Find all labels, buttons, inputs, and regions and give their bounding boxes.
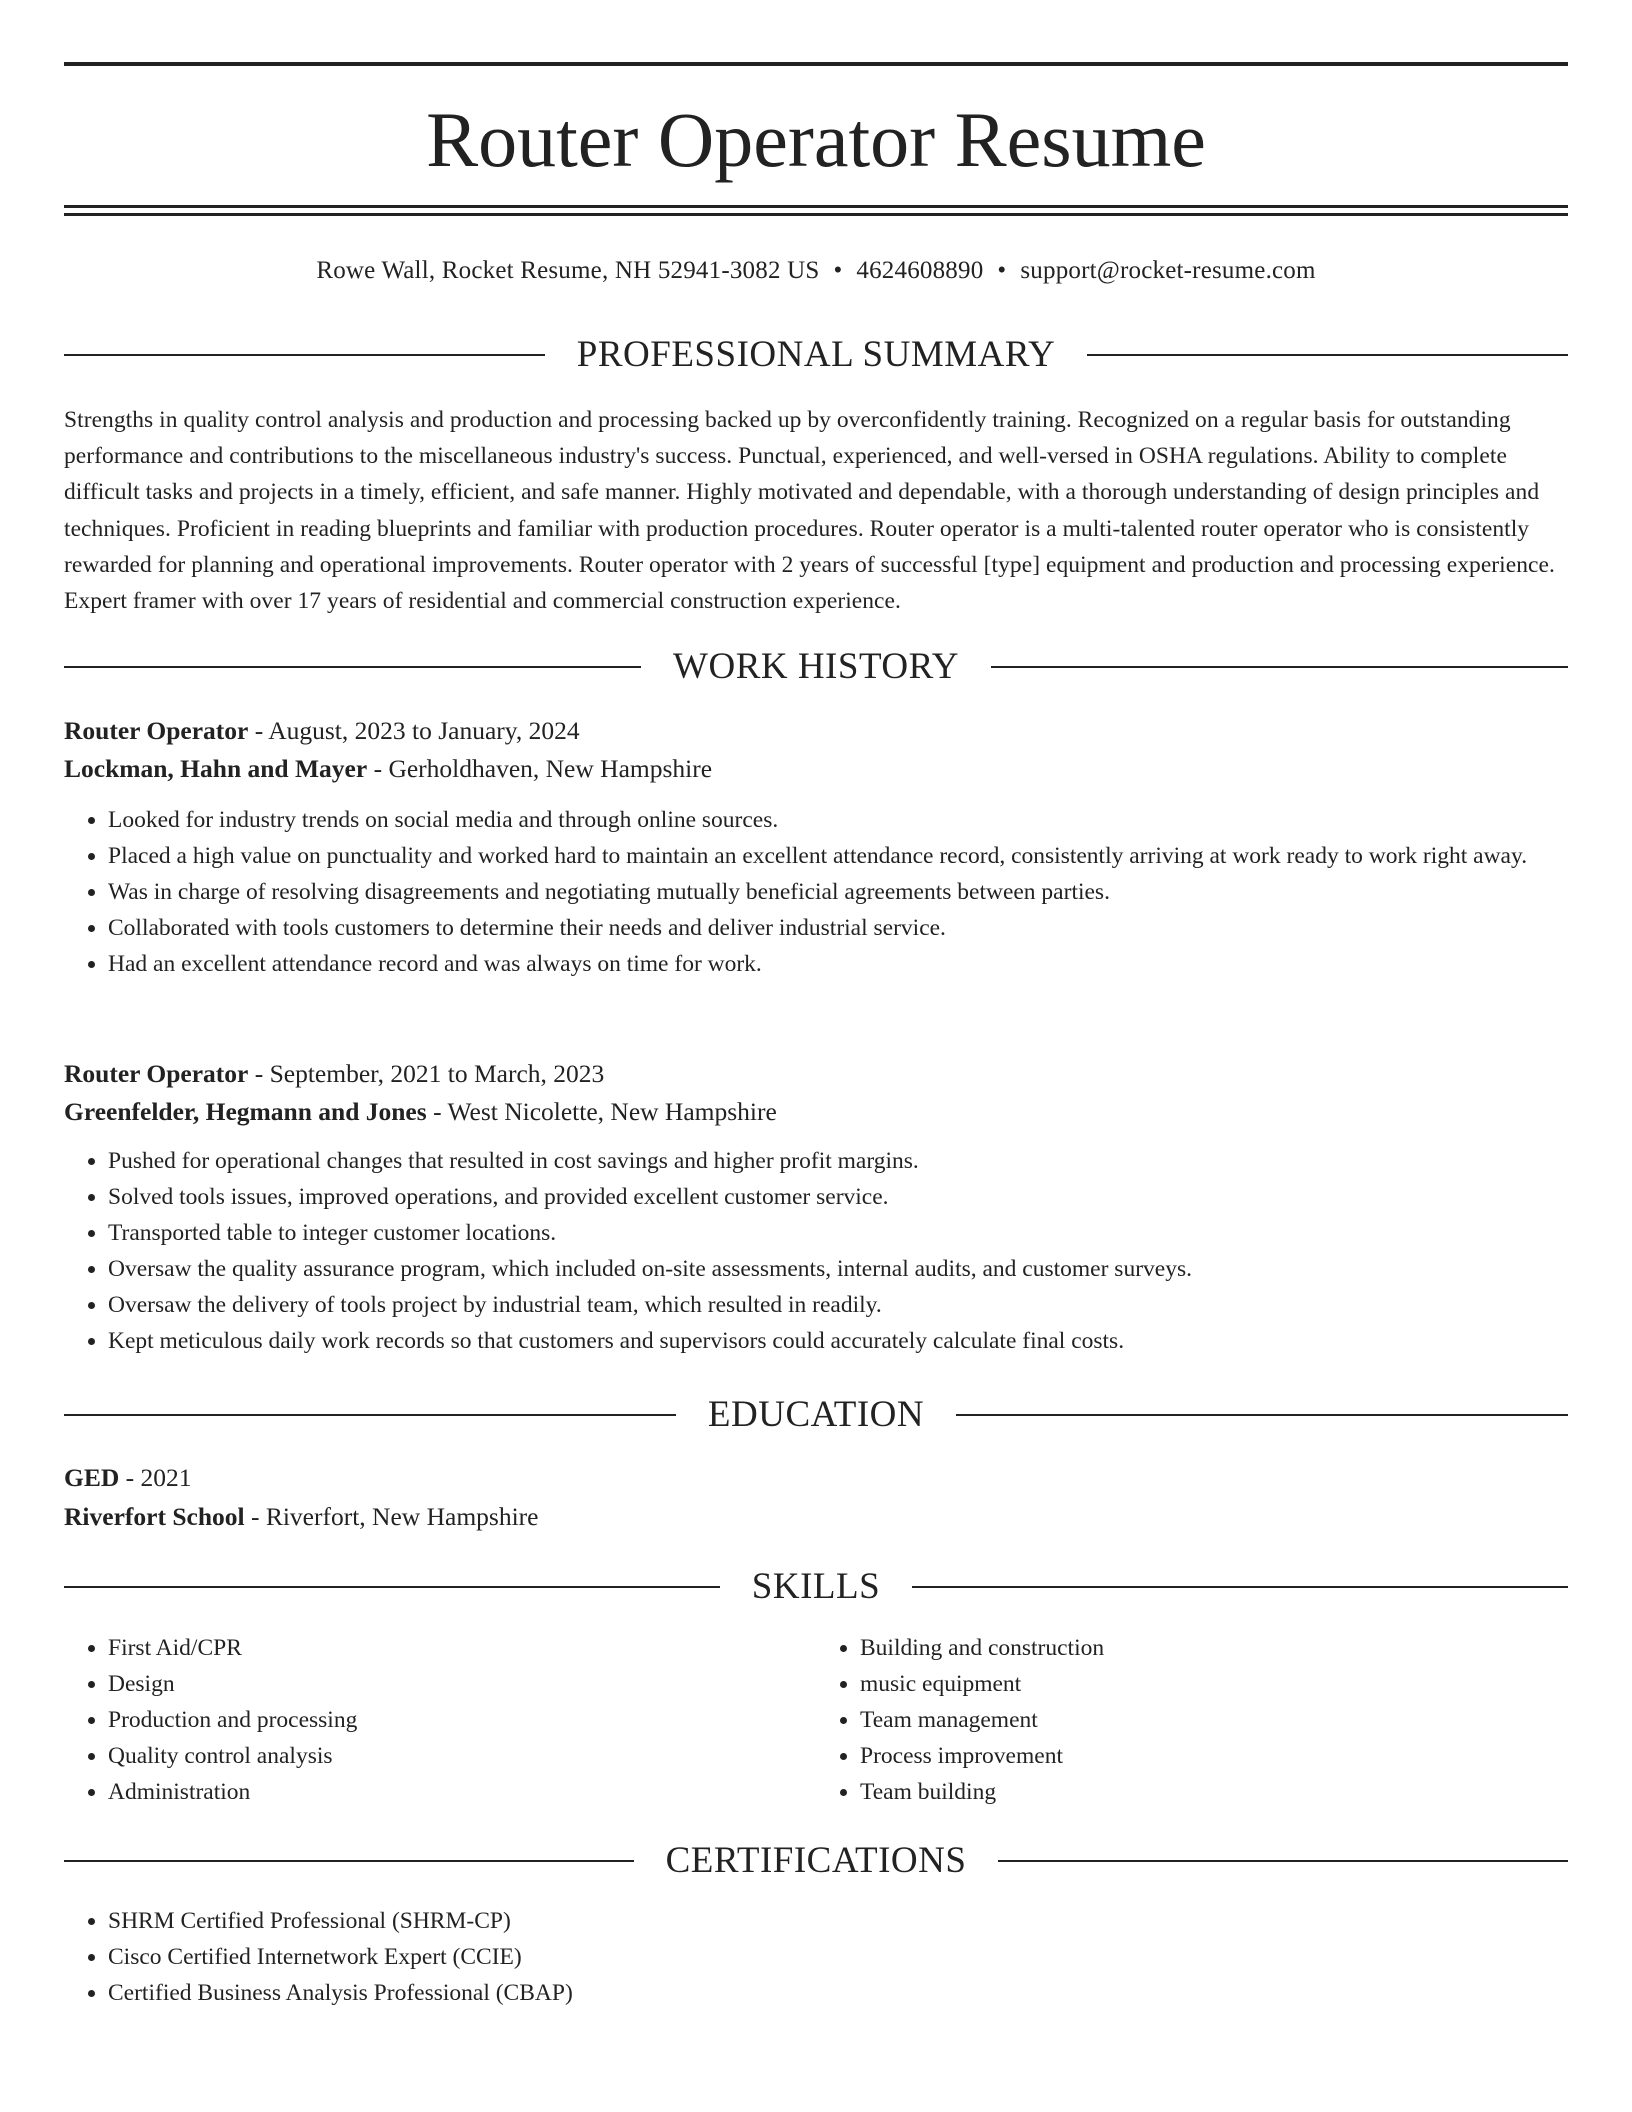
title-rule-lower [64, 213, 1568, 216]
job-company: Lockman, Hahn and Mayer [64, 754, 368, 783]
contact-email: support@rocket-resume.com [1020, 257, 1316, 284]
list-item: • Pushed for operational changes that resulted in cost savings and higher profit margins. [108, 1143, 1568, 1179]
education-degree: GED [64, 1463, 120, 1492]
list-item: • Certified Business Analysis Professional (CBAP) [108, 1975, 1568, 2011]
section-rule-right [1087, 354, 1568, 356]
section-rule-left [64, 666, 641, 668]
certifications-bullets [64, 1903, 1568, 2011]
section-header-summary [64, 333, 1568, 377]
education-school: Riverfort School [64, 1502, 245, 1531]
section-rule-left [64, 1414, 676, 1416]
contact-separator: • [833, 257, 843, 284]
education-school-line [64, 1497, 1568, 1536]
job-entry [64, 1055, 1568, 1359]
contact-line [64, 254, 1568, 288]
list-item: • First Aid/CPR [108, 1630, 816, 1666]
job-company: Greenfelder, Hegmann and Jones [64, 1097, 427, 1126]
education-year: - 2021 [119, 1463, 192, 1492]
list-item: • Had an excellent attendance record and was always on time for work. [108, 946, 1568, 982]
skills-column-left [64, 1630, 816, 1810]
skills-list [64, 1630, 1568, 1810]
job-title-line [64, 1055, 1568, 1093]
section-rule-left [64, 354, 545, 356]
education-entry [64, 1458, 1568, 1536]
summary-text: Strengths in quality control analysis and production and processing backed up by overconfidently training. Recognized on a regular basis for outstanding performance and contributions to the miscellaneous industry's success. Punctual, experienced, and well-versed in OSHA regulations. Ability to complete difficult tasks and projects in a timely, efficient, and safe manner. Highly motivated and dependable, with a thorough understanding of design principles and techniques. Proficient in reading blueprints and familiar with production procedures. Router operator is a multi-talented router operator who is consistently rewarded for planning and operational improvements. Router operator with 2 years of successful [type] equipment and production and processing experience. Expert framer with over 17 years of residential and commercial construction experience. [64, 407, 1555, 615]
job-entry [64, 712, 1568, 982]
section-rule-right [991, 666, 1568, 668]
list-item: • Solved tools issues, improved operations, and provided excellent customer service. [108, 1179, 1568, 1215]
contact-address: Rowe Wall, Rocket Resume, NH 52941-3082 US [316, 257, 820, 284]
section-rule-right [956, 1414, 1568, 1416]
skills-bullets [64, 1630, 816, 1810]
list-item: • Placed a high value on punctuality and worked hard to maintain an excellent attendance record, consistently arriving at work ready to work right away. [108, 838, 1568, 874]
job-title: Router Operator [64, 716, 249, 745]
section-rule-left [64, 1586, 720, 1588]
title-rule-upper [64, 205, 1568, 208]
page-title: Router Operator Resume [426, 96, 1206, 183]
job-company-line [64, 1093, 1568, 1131]
section-rule-right [998, 1860, 1568, 1862]
job-bullets [64, 802, 1568, 982]
job-dates: - August, 2023 to January, 2024 [248, 716, 580, 745]
section-title-summary: PROFESSIONAL SUMMARY [576, 334, 1056, 375]
section-header-certifications [64, 1839, 1568, 1883]
job-bullets [64, 1143, 1568, 1359]
list-item: • Kept meticulous daily work records so that customers and supervisors could accurately calculate final costs. [108, 1323, 1568, 1359]
list-item: • Was in charge of resolving disagreements and negotiating mutually beneficial agreements between parties. [108, 874, 1568, 910]
list-item: • Cisco Certified Internetwork Expert (CCIE) [108, 1939, 1568, 1975]
section-title-education: EDUCATION [707, 1394, 925, 1435]
job-title-line [64, 712, 1568, 750]
list-item: • Building and construction [860, 1630, 1568, 1666]
education-degree-line [64, 1458, 1568, 1497]
section-title-certifications: CERTIFICATIONS [665, 1840, 967, 1881]
list-item: • Design [108, 1666, 816, 1702]
job-location: - Gerholdhaven, New Hampshire [367, 754, 713, 783]
contact-separator: • [997, 257, 1007, 284]
list-item: • Production and processing [108, 1702, 816, 1738]
list-item: • music equipment [860, 1666, 1568, 1702]
job-dates: - September, 2021 to March, 2023 [248, 1059, 605, 1088]
certifications-list [64, 1903, 1568, 2011]
top-rule [64, 62, 1568, 66]
skills-bullets [816, 1630, 1568, 1810]
section-header-education [64, 1393, 1568, 1437]
section-rule-right [912, 1586, 1568, 1588]
skills-column-right [816, 1630, 1568, 1810]
list-item: • Transported table to integer customer locations. [108, 1215, 1568, 1251]
list-item: • Oversaw the quality assurance program, which included on-site assessments, internal audits, and customer surveys. [108, 1251, 1568, 1287]
list-item: • Team building [860, 1774, 1568, 1810]
section-title-work: WORK HISTORY [673, 646, 959, 687]
list-item: • SHRM Certified Professional (SHRM-CP) [108, 1903, 1568, 1939]
list-item: • Oversaw the delivery of tools project by industrial team, which resulted in readily. [108, 1287, 1568, 1323]
job-company-line [64, 750, 1568, 788]
list-item: • Process improvement [860, 1738, 1568, 1774]
job-location: - West Nicolette, New Hampshire [426, 1097, 777, 1126]
job-title: Router Operator [64, 1059, 249, 1088]
list-item: • Looked for industry trends on social media and through online sources. [108, 802, 1568, 838]
list-item: • Administration [108, 1774, 816, 1810]
list-item: • Team management [860, 1702, 1568, 1738]
section-title-skills: SKILLS [751, 1566, 881, 1607]
list-item: • Collaborated with tools customers to determine their needs and deliver industrial service. [108, 910, 1568, 946]
section-header-work [64, 645, 1568, 689]
contact-phone: 4624608890 [856, 257, 984, 284]
section-rule-left [64, 1860, 634, 1862]
education-location: - Riverfort, New Hampshire [244, 1502, 539, 1531]
list-item: • Quality control analysis [108, 1738, 816, 1774]
section-header-skills [64, 1565, 1568, 1609]
